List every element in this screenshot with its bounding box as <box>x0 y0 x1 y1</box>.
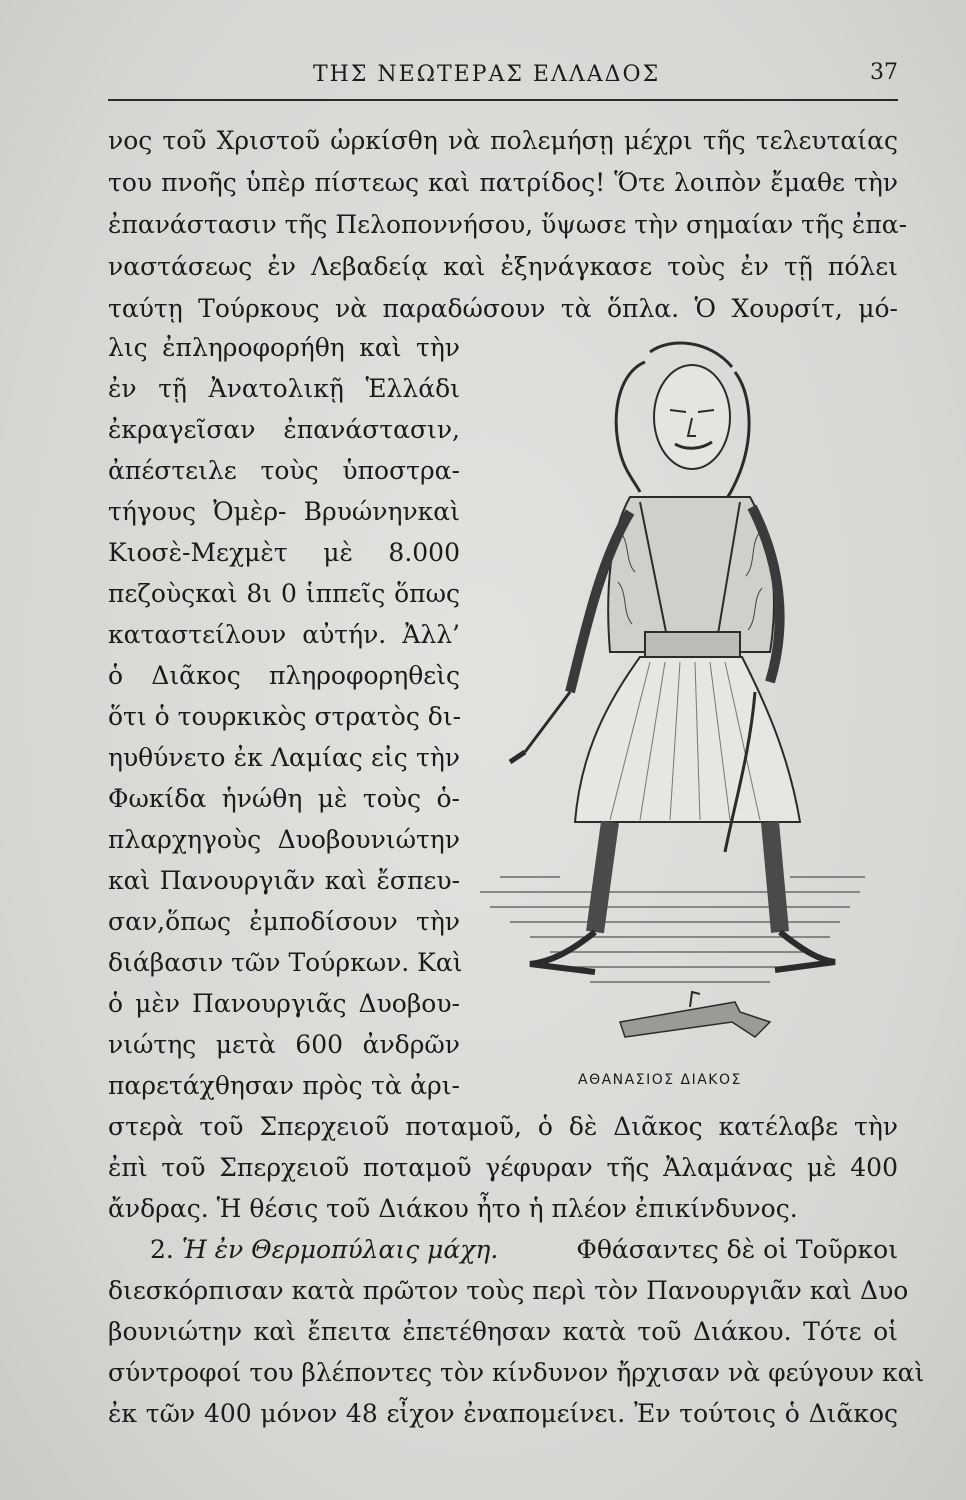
text-line: νιώτης μετὰ 600 ἀνδρῶν <box>108 1030 460 1059</box>
text-line: καταστείλουν αὐτήν. Ἀλλ’ <box>108 620 460 649</box>
text-line: ἀπέστειλε τοὺς ὑποστρα- <box>108 456 460 485</box>
text-line: διάβασιν τῶν Τούρκων. Καὶ <box>108 948 463 977</box>
text-line: ναστάσεως ἐν Λεβαδείᾳ καὶ ἐξηνάγκασε τοὺς ἐν τῇ πόλει <box>108 252 898 281</box>
text-line: Κιοσὲ-Μεχμὲτ μὲ 8.000 <box>108 538 460 567</box>
page-header <box>108 56 898 96</box>
text-line: καὶ Πανουργιᾶν καὶ ἔσπευ- <box>108 866 460 895</box>
text-line: διεσκόρπισαν κατὰ πρῶτον τοὺς περὶ τὸν Πανουργιᾶν καὶ Δυο <box>108 1276 909 1305</box>
text-line: παρετάχθησαν πρὸς τὰ ἀρι- <box>108 1071 460 1100</box>
text-line: ηυθύνετο ἐκ Λαμίας εἰς τὴν <box>108 743 460 772</box>
text-line: ἐπὶ τοῦ Σπερχειοῦ ποταμοῦ γέφυραν τῆς Ἀλαμάνας μὲ 400 <box>108 1153 898 1182</box>
text-line: λις ἐπληροφορήθη καὶ τὴν <box>108 333 460 362</box>
text-line: ἐν τῇ Ἀνατολικῇ Ἑλλάδι <box>108 374 460 403</box>
text-line: ὁ μὲν Πανουργιᾶς Δυοβου- <box>108 989 460 1018</box>
diakos-portrait-illustration <box>470 332 870 1072</box>
text-line: πλαρχηγοὺς Δυοβουνιώτην <box>108 825 460 854</box>
section-number: 2. <box>150 1235 174 1264</box>
page-number: 37 <box>870 60 898 85</box>
text-line: ὁ Διᾶκος πληροφορηθεὶς <box>108 661 460 690</box>
text-line: ἄνδρας. Ἡ θέσις τοῦ Διάκου ἦτο ἡ πλέον ἐπικίνδυνος. <box>108 1194 798 1223</box>
text-line: ὅτι ὁ τουρκικὸς στρατὸς δι- <box>108 702 462 731</box>
running-title: ΤΗΣ ΝΕΩΤΕΡΑΣ ΕΛΛΑΔΟΣ <box>313 62 661 87</box>
text-line: ἐκ τῶν 400 μόνον 48 εἶχον ἐναπομείνει. Ἐν τούτοις ὁ Διᾶκος <box>108 1399 898 1428</box>
section-title: Ἡ ἐν Θερμοπύλαις μάχη. <box>181 1235 499 1264</box>
header-rule <box>108 99 898 101</box>
text-line: πεζοὺςκαὶ 8ι 0 ἱππεῖς ὅπως <box>108 579 460 608</box>
text-line: ταύτῃ Τούρκους νὰ παραδώσουν τὰ ὅπλα. Ὁ Χουρσίτ, μό- <box>108 294 898 323</box>
text-line: τήγους Ὀμὲρ- Βρυώνηνκαὶ <box>108 497 460 526</box>
section-line-text: Φθάσαντες δὲ οἱ Τοῦρκοι <box>576 1235 898 1264</box>
text-line: νος τοῦ Χριστοῦ ὡρκίσθη νὰ πολεμήσῃ μέχρι τῆς τελευταίας <box>108 126 898 155</box>
text-line: του πνοῆς ὑπὲρ πίστεως καὶ πατρίδος! Ὅτε λοιπὸν ἔμαθε τὴν <box>108 168 898 197</box>
text-line: Φωκίδα ἡνώθη μὲ τοὺς ὁ- <box>108 784 460 813</box>
portrait-caption: ΑΘΑΝΑΣΙΟΣ ΔΙΑΚΟΣ <box>578 1072 742 1088</box>
text-line: σύντροφοί του βλέποντες τὸν κίνδυνον ἤρχισαν νὰ φεύγουν καὶ <box>108 1358 925 1387</box>
text-line: ἐκραγεῖσαν ἐπανάστασιν, <box>108 415 460 444</box>
text-line: ἐπανάστασιν τῆς Πελοποννήσου, ὕψωσε τὴν σημαίαν τῆς ἐπα- <box>108 210 908 239</box>
text-line: σαν,ὅπως ἐμποδίσουν τὴν <box>108 907 460 936</box>
text-line: στερὰ τοῦ Σπερχειοῦ ποταμοῦ, ὁ δὲ Διᾶκος κατέλαβε τὴν <box>108 1112 898 1141</box>
text-line: βουνιώτην καὶ ἔπειτα ἐπετέθησαν κατὰ τοῦ Διάκου. Τότε οἱ <box>108 1317 898 1346</box>
section-heading-line <box>150 1235 898 1265</box>
